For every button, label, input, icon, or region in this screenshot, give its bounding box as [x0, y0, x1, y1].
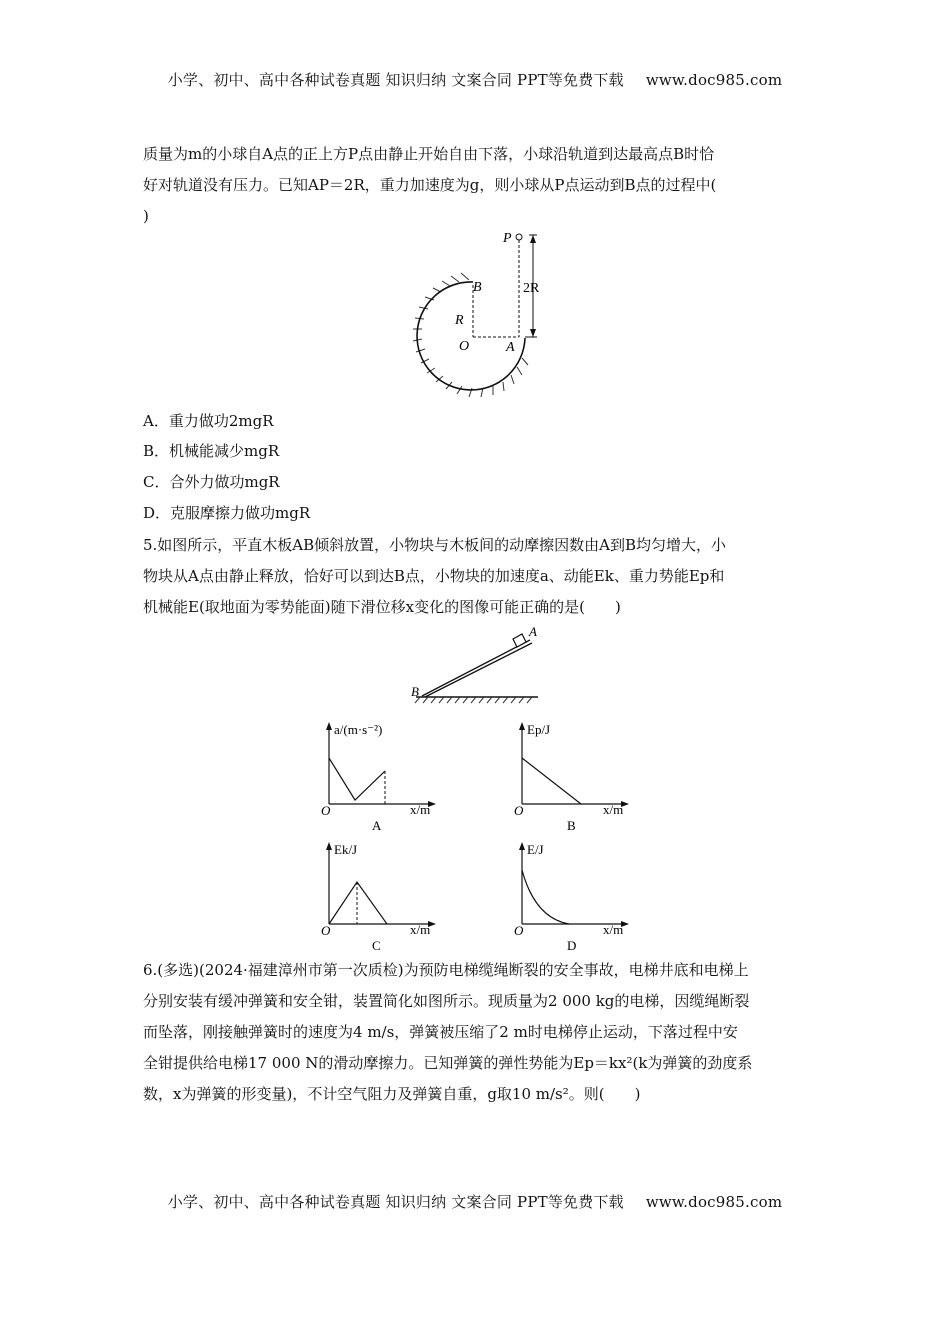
graph-c — [312, 838, 452, 956]
q4-option-d[interactable] — [143, 503, 310, 523]
graph-a — [312, 718, 452, 836]
q5-stem — [143, 530, 811, 623]
label-2R: 2R — [523, 281, 540, 296]
q4-stem-line-3: ) — [143, 207, 149, 225]
graph-a-ylabel: a/(m·s⁻²) — [334, 722, 383, 737]
page-header — [0, 69, 950, 90]
option-text: 合外力做功mgR — [169, 473, 280, 491]
q5-stem-line-3: 机械能E(取地面为零势能面)随下滑位移x变化的图像可能正确的是( ) — [143, 598, 621, 616]
q6-stem-line-3: 而坠落，刚接触弹簧时的速度为4 m/s，弹簧被压缩了2 m时电梯停止运动，下落过程中安 — [143, 1023, 738, 1041]
graph-a-origin: O — [321, 803, 331, 818]
graph-d — [505, 838, 645, 956]
graph-b-caption: B — [567, 818, 576, 833]
graph-b-xlabel: x/m — [603, 802, 624, 817]
graph-d-xlabel: x/m — [603, 922, 624, 937]
graph-d-ylabel: E/J — [527, 842, 544, 857]
footer-text: 小学、初中、高中各种试卷真题 知识归纳 文案合同 PPT等免费下载 — [167, 1193, 624, 1211]
label-R: R — [455, 313, 464, 328]
graph-c-ylabel: Ek/J — [334, 842, 358, 857]
q4-stem-line-2: 好对轨道没有压力。已知AP＝2R，重力加速度为g，则小球从P点运动到B点的过程中( — [143, 176, 717, 194]
graph-d-origin: O — [514, 923, 524, 938]
q5-stem-line-1: 5.如图所示，平直木板AB倾斜放置，小物块与木板间的动摩擦因数由A到B均匀增大，小 — [143, 536, 727, 554]
label-A: A — [506, 340, 515, 355]
label-O: O — [459, 339, 470, 354]
option-letter: B． — [143, 442, 170, 460]
header-url[interactable]: www.doc985.com — [645, 71, 783, 89]
option-text: 机械能减少mgR — [169, 442, 280, 460]
graph-a-caption: A — [372, 818, 382, 833]
q6-stem — [143, 955, 811, 1110]
q6-stem-line-4: 全钳提供给电梯17 000 N的滑动摩擦力。已知弹簧的弹性势能为Ep＝kx²(k为弹簧的劲度系 — [143, 1054, 753, 1072]
q6-stem-line-5: 数，x为弹簧的形变量)，不计空气阻力及弹簧自重，g取10 m/s²。则( ) — [143, 1085, 641, 1103]
q4-stem — [143, 139, 811, 232]
graph-c-xlabel: x/m — [410, 922, 431, 937]
graph-b-origin: O — [514, 803, 524, 818]
option-letter: D． — [143, 504, 171, 522]
q4-option-b[interactable] — [143, 441, 279, 461]
incline-label-A: A — [529, 624, 537, 639]
footer-url[interactable]: www.doc985.com — [645, 1193, 783, 1211]
option-text: 克服摩擦力做功mgR — [170, 504, 311, 522]
q6-stem-line-1: 6.(多选)(2024·福建漳州市第一次质检)为预防电梯缆绳断裂的安全事故，电梯井底和电梯上 — [143, 961, 749, 979]
q4-option-a[interactable] — [143, 411, 274, 431]
graph-b-ylabel: Ep/J — [527, 722, 551, 737]
q4-track-figure — [395, 225, 555, 405]
incline-label-B: B — [411, 684, 419, 699]
graph-a-xlabel: x/m — [410, 802, 431, 817]
q6-stem-line-2: 分别安装有缓冲弹簧和安全钳，装置简化如图所示。现质量为2 000 kg的电梯，因缆绳断裂 — [143, 992, 750, 1010]
option-letter: A． — [143, 412, 169, 430]
graph-c-caption: C — [372, 938, 381, 953]
q4-option-c[interactable] — [143, 472, 280, 492]
option-text: 重力做功2mgR — [168, 412, 274, 430]
graph-d-caption: D — [567, 938, 577, 953]
q4-stem-line-1: 质量为m的小球自A点的正上方P点由静止开始自由下落，小球沿轨道到达最高点B时恰 — [143, 145, 715, 163]
graph-b — [505, 718, 645, 836]
header-text: 小学、初中、高中各种试卷真题 知识归纳 文案合同 PPT等免费下载 — [167, 71, 624, 89]
label-B: B — [473, 280, 482, 295]
page-footer — [0, 1191, 950, 1212]
graph-c-origin: O — [321, 923, 331, 938]
q5-incline-figure — [408, 622, 548, 707]
option-letter: C． — [143, 473, 170, 491]
q5-stem-line-2: 物块从A点由静止释放，恰好可以到达B点，小物块的加速度a、动能Ek、重力势能Ep和 — [143, 567, 725, 585]
label-P: P — [503, 231, 512, 246]
